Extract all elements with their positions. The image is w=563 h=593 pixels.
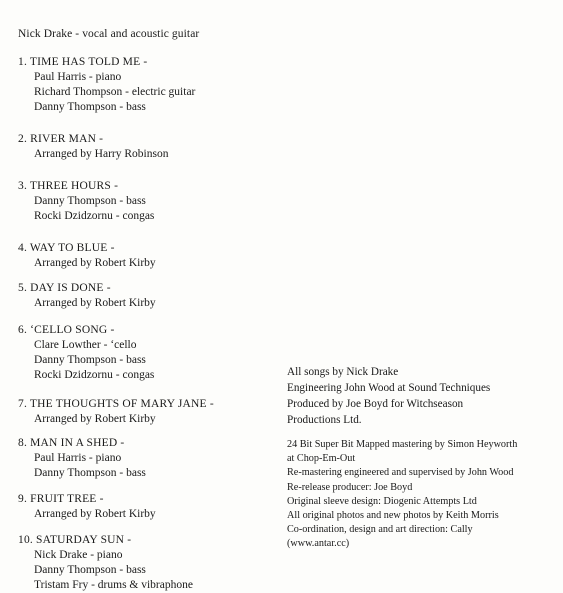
track-credit: Paul Harris - piano (34, 71, 122, 83)
track-credit: Arranged by Robert Kirby (34, 297, 156, 309)
track-item (18, 281, 288, 311)
track-title: 3. THREE HOURS - (18, 180, 119, 192)
track-credit: Rocki Dzidzornu - congas (34, 210, 155, 222)
notes-line: All songs by Nick Drake (287, 366, 399, 378)
track-item (18, 132, 288, 162)
track-title: 7. THE THOUGHTS OF MARY JANE - (18, 398, 214, 410)
track-item (18, 436, 288, 481)
songwriting-production-credits (287, 364, 557, 428)
notes-line: All original photos and new photos by Keith Morris (287, 510, 499, 522)
track-item (18, 241, 288, 271)
notes-line: at Chop-Em-Out (287, 453, 356, 465)
track-title: 5. DAY IS DONE - (18, 282, 111, 294)
performer-credit: Nick Drake - vocal and acoustic guitar (18, 28, 200, 40)
track-credit: Paul Harris - piano (34, 452, 122, 464)
track-credit: Danny Thompson - bass (34, 101, 146, 113)
track-item (18, 397, 288, 427)
track-credit: Clare Lowther - ‘cello (34, 339, 137, 351)
track-item (18, 323, 288, 383)
reissue-credits (287, 438, 557, 552)
track-title: 2. RIVER MAN - (18, 133, 104, 145)
notes-line: Productions Ltd. (287, 414, 362, 426)
notes-line: Produced by Joe Boyd for Witchseason (287, 398, 464, 410)
notes-line: (www.antar.cc) (287, 538, 350, 550)
track-title: 8. MAN IN A SHED - (18, 437, 125, 449)
track-credit: Arranged by Robert Kirby (34, 257, 156, 269)
track-title: 9. FRUIT TREE - (18, 493, 104, 505)
notes-line: Engineering John Wood at Sound Techniques (287, 382, 491, 394)
track-credit: Arranged by Harry Robinson (34, 148, 169, 160)
track-list (18, 55, 288, 593)
track-title: 1. TIME HAS TOLD ME - (18, 56, 148, 68)
track-item (18, 179, 288, 224)
track-item (18, 492, 288, 522)
track-credit: Nick Drake - piano (34, 549, 123, 561)
notes-line: Re-mastering engineered and supervised by John Wood (287, 467, 514, 479)
track-credit: Danny Thompson - bass (34, 354, 146, 366)
track-credit: Richard Thompson - electric guitar (34, 86, 196, 98)
track-title: 6. ‘CELLO SONG - (18, 324, 115, 336)
track-credit: Rocki Dzidzornu - congas (34, 369, 155, 381)
production-notes (287, 364, 557, 552)
notes-line: 24 Bit Super Bit Mapped mastering by Simon Heyworth (287, 439, 518, 450)
track-item (18, 533, 288, 593)
track-title: 10. SATURDAY SUN - (18, 534, 132, 546)
track-credit: Arranged by Robert Kirby (34, 413, 156, 425)
track-credit: Danny Thompson - bass (34, 564, 146, 576)
notes-line: Original sleeve design: Diogenic Attempts Ltd (287, 495, 477, 507)
notes-line: Co-ordination, design and art direction: Cally (287, 524, 473, 536)
track-credit: Tristam Fry - drums & vibraphone (34, 579, 193, 591)
notes-line: Re-release producer: Joe Boyd (287, 481, 413, 493)
track-credit: Danny Thompson - bass (34, 467, 146, 479)
track-title: 4. WAY TO BLUE - (18, 242, 115, 254)
track-credit: Danny Thompson - bass (34, 195, 146, 207)
track-item (18, 55, 288, 115)
track-credit: Arranged by Robert Kirby (34, 508, 156, 520)
